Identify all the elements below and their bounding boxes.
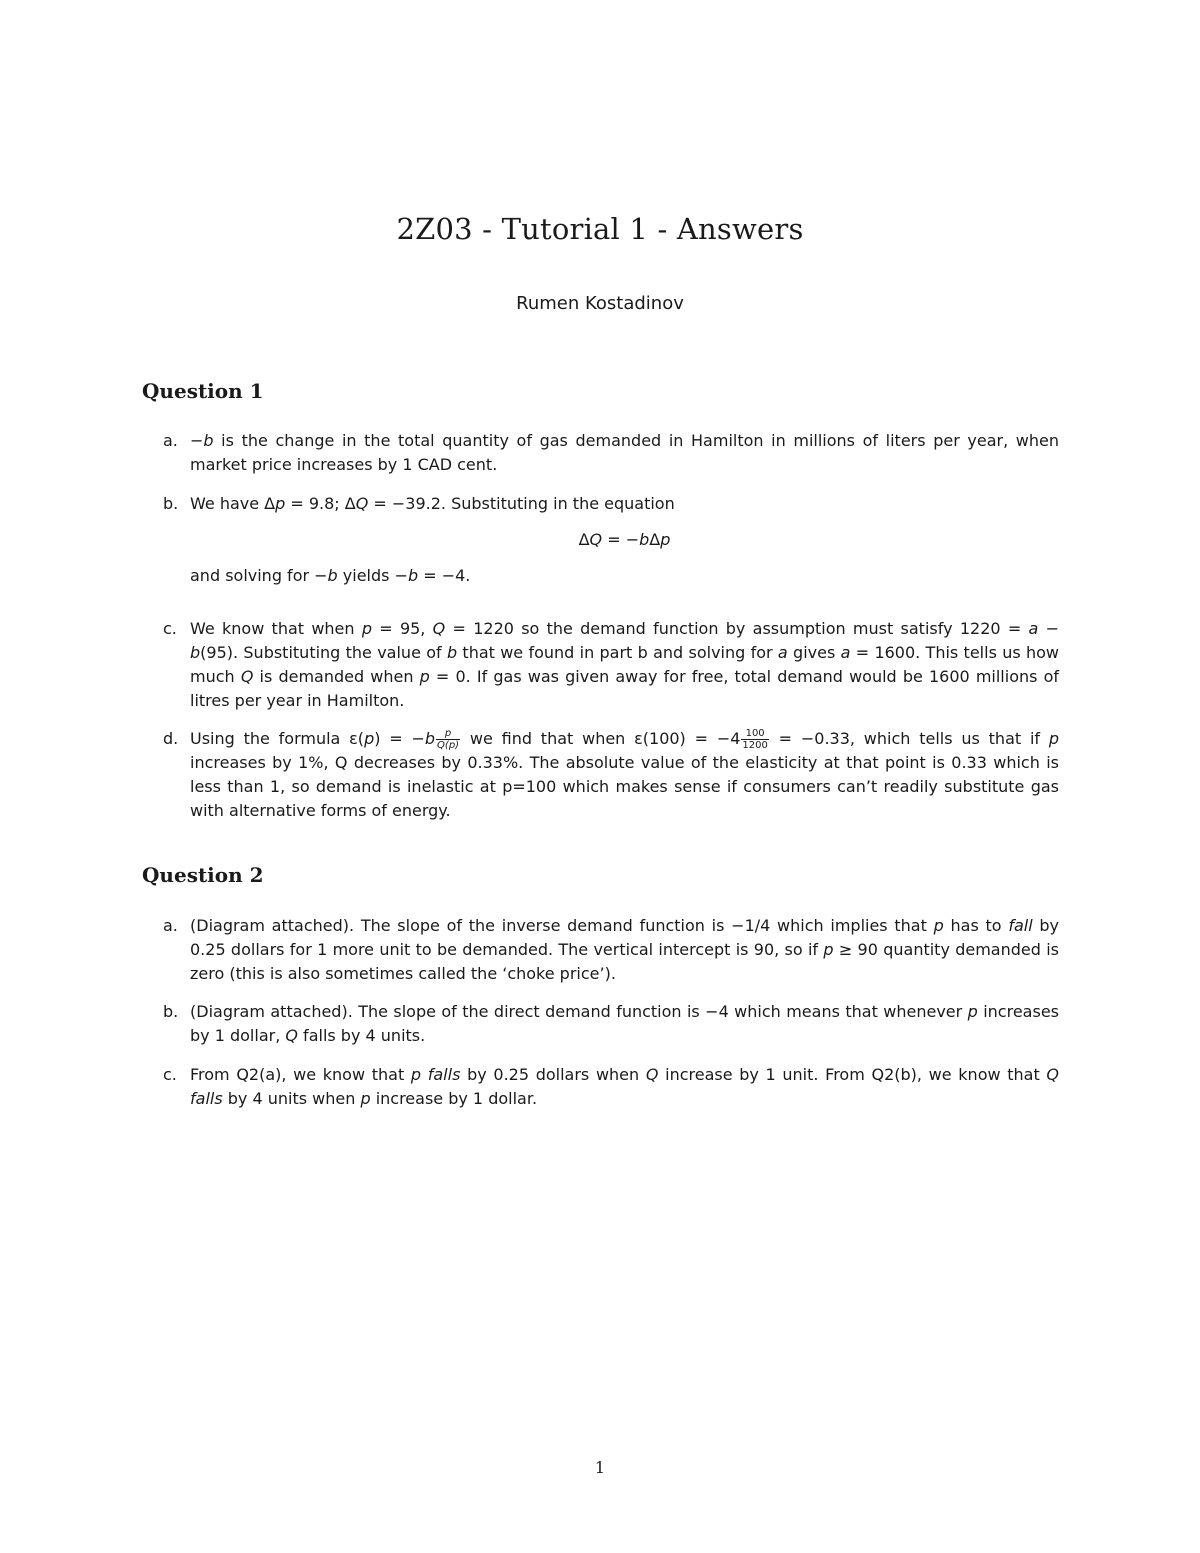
- display-equation: ΔQ = −bΔp: [578, 530, 671, 549]
- fraction-100-over-1200: $\frac{100}{1200}$: [742, 728, 768, 751]
- item-label: b.: [163, 1002, 179, 1021]
- item-text: −b is the change in the total quantity of gas demanded in Hamilton in millions of liters per year, when market price increases by 1 CAD cent.: [190, 431, 1059, 474]
- item-label: d.: [163, 729, 179, 748]
- document-title: 2Z03 - Tutorial 1 - Answers: [396, 212, 804, 246]
- item-text: (Diagram attached). The slope of the direct demand function is −4 which means that whenever p increases by 1 dollar, Q falls by 4 units.: [190, 1002, 1059, 1045]
- item-label: c.: [163, 619, 177, 638]
- question-2-heading: Question 2: [142, 863, 264, 887]
- item-label: a.: [163, 916, 178, 935]
- question-1a: [163, 429, 1059, 477]
- question-1b: [163, 492, 1059, 588]
- item-text: We know that when p = 95, Q = 1220 so the demand function by assumption must satisfy 1220 = a − b(95). Substituting the value of b that we found in part b and solving for a gives a = 1600. This tells us how much Q is demanded when p = 0. If gas was given away for free, total demand would be 1600 millions of litres per year in Hamilton.: [190, 619, 1060, 710]
- fraction-p-over-qp: $\frac{p}{Q(p)}$: [437, 728, 460, 751]
- question-1-heading: Question 1: [142, 379, 264, 403]
- question-1c: [163, 617, 1059, 713]
- item-text: (Diagram attached). The slope of the inverse demand function is −1/4 which implies that p has to fall by 0.25 dollars for 1 more unit to be demanded. The vertical intercept is 90, so if p ≥ 90 quantity demanded is zero (this is also sometimes called the ‘choke price’).: [190, 916, 1059, 983]
- item-label: a.: [163, 431, 178, 450]
- item-text: Using the formula ε(p) = −b $\frac{p}{Q(p)}$ we find that when ε(100) = −4 $\frac{100}{1200}$ = −0.33, which tells us that if p increases by 1%, Q decreases by 0.33%. The absolute value of the elasticity at that point is 0.33 which is less than 1, so demand is inelastic at p=100 which makes sense if consumers can’t readily substitute gas with alternative forms of energy.: [190, 728, 1059, 820]
- item-label: b.: [163, 494, 179, 513]
- question-2c: [163, 1063, 1059, 1111]
- question-2b: [163, 1000, 1059, 1048]
- item-label: c.: [163, 1065, 177, 1084]
- question-2a: [163, 914, 1059, 986]
- item-text: We have Δp = 9.8; ΔQ = −39.2. Substituting in the equation ΔQ = −bΔp and solving for −b yields −b = −4.: [190, 492, 1059, 588]
- author-name: Rumen Kostadinov: [516, 293, 684, 314]
- page-number: 1: [594, 1458, 606, 1477]
- item-text: From Q2(a), we know that p falls by 0.25 dollars when Q increase by 1 unit. From Q2(b), we know that Q falls by 4 units when p increase by 1 dollar.: [190, 1065, 1060, 1108]
- question-1d: [163, 727, 1059, 823]
